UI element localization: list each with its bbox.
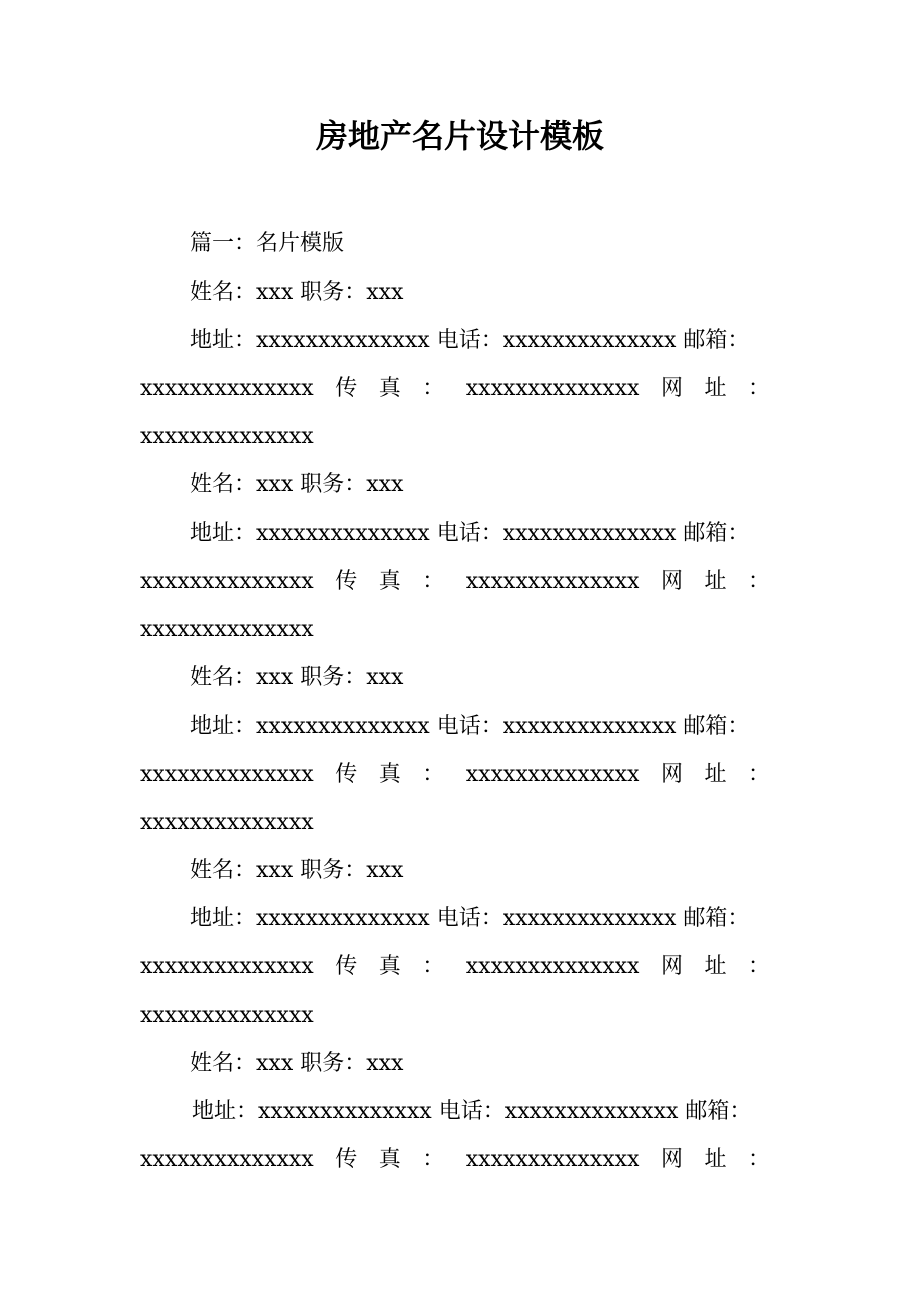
card-1-fax-colon: ：	[422, 376, 445, 401]
card-4-contact-line: 地址：xxxxxxxxxxxxxx 电话：xxxxxxxxxxxxxx 邮箱：	[190, 906, 750, 931]
card-5-name-line: 姓名：xxx 职务：xxx	[190, 1051, 404, 1076]
card-2-web-label-2: 址	[704, 569, 727, 594]
card-2-web-label-1: 网	[660, 569, 683, 594]
card-3-fax-label-1: 传	[335, 762, 358, 787]
card-1-contact-line: 地址：xxxxxxxxxxxxxx 电话：xxxxxxxxxxxxxx 邮箱：	[190, 328, 750, 353]
card-4-website: xxxxxxxxxxxxxx	[140, 1003, 314, 1028]
card-2-fax-label-2: 真	[378, 569, 401, 594]
card-4-fax-web-line	[140, 951, 770, 983]
card-1-web-colon: ：	[747, 376, 770, 401]
card-5-email: xxxxxxxxxxxxxx	[140, 1147, 314, 1172]
card-3-web-label-1: 网	[660, 762, 683, 787]
card-1-website: xxxxxxxxxxxxxx	[140, 424, 314, 449]
card-2-email: xxxxxxxxxxxxxx	[140, 569, 314, 594]
card-4-fax-label-1: 传	[335, 954, 358, 979]
card-1-email: xxxxxxxxxxxxxx	[140, 376, 314, 401]
card-2-fax: xxxxxxxxxxxxxx	[465, 569, 640, 594]
card-1-web-label-1: 网	[660, 376, 683, 401]
card-2-fax-label-1: 传	[335, 569, 358, 594]
card-2-web-colon: ：	[747, 569, 770, 594]
card-5-fax-web-line	[140, 1144, 770, 1176]
card-3-fax: xxxxxxxxxxxxxx	[465, 762, 640, 787]
card-1-name-line: 姓名：xxx 职务：xxx	[190, 280, 404, 305]
card-2-fax-colon: ：	[422, 569, 445, 594]
card-4-fax: xxxxxxxxxxxxxx	[465, 954, 640, 979]
card-3-name-line: 姓名：xxx 职务：xxx	[190, 665, 404, 690]
card-2-website: xxxxxxxxxxxxxx	[140, 617, 314, 642]
card-4-name-line: 姓名：xxx 职务：xxx	[190, 858, 404, 883]
card-5-fax-colon: ：	[422, 1147, 445, 1172]
card-5-fax-label-1: 传	[335, 1147, 358, 1172]
document-title: 房地产名片设计模板	[315, 117, 604, 155]
card-4-fax-label-2: 真	[378, 954, 401, 979]
card-2-name-line: 姓名：xxx 职务：xxx	[190, 472, 404, 497]
card-2-contact-line: 地址：xxxxxxxxxxxxxx 电话：xxxxxxxxxxxxxx 邮箱：	[190, 521, 750, 546]
card-5-fax-label-2: 真	[378, 1147, 401, 1172]
card-5-web-label-2: 址	[704, 1147, 727, 1172]
card-4-email: xxxxxxxxxxxxxx	[140, 954, 314, 979]
section-heading: 篇一：名片模版	[190, 231, 345, 256]
card-3-fax-label-2: 真	[378, 762, 401, 787]
card-3-fax-colon: ：	[422, 762, 445, 787]
card-5-fax: xxxxxxxxxxxxxx	[465, 1147, 640, 1172]
card-2-fax-web-line	[140, 566, 770, 598]
card-5-web-colon: ：	[747, 1147, 770, 1172]
card-1-fax-web-line	[140, 373, 770, 405]
card-1-fax-label-1: 传	[335, 376, 358, 401]
card-1-web-label-2: 址	[704, 376, 727, 401]
card-3-contact-line: 地址：xxxxxxxxxxxxxx 电话：xxxxxxxxxxxxxx 邮箱：	[190, 714, 750, 739]
card-4-fax-colon: ：	[422, 954, 445, 979]
card-3-web-label-2: 址	[704, 762, 727, 787]
card-3-web-colon: ：	[747, 762, 770, 787]
card-4-web-label-2: 址	[704, 954, 727, 979]
card-4-web-label-1: 网	[660, 954, 683, 979]
card-1-fax-label-2: 真	[378, 376, 401, 401]
card-5-web-label-1: 网	[660, 1147, 683, 1172]
card-3-email: xxxxxxxxxxxxxx	[140, 762, 314, 787]
card-1-fax: xxxxxxxxxxxxxx	[465, 376, 640, 401]
card-3-website: xxxxxxxxxxxxxx	[140, 810, 314, 835]
card-5-contact-line: 地址：xxxxxxxxxxxxxx 电话：xxxxxxxxxxxxxx 邮箱：	[192, 1099, 752, 1124]
card-4-web-colon: ：	[747, 954, 770, 979]
card-3-fax-web-line	[140, 759, 770, 791]
